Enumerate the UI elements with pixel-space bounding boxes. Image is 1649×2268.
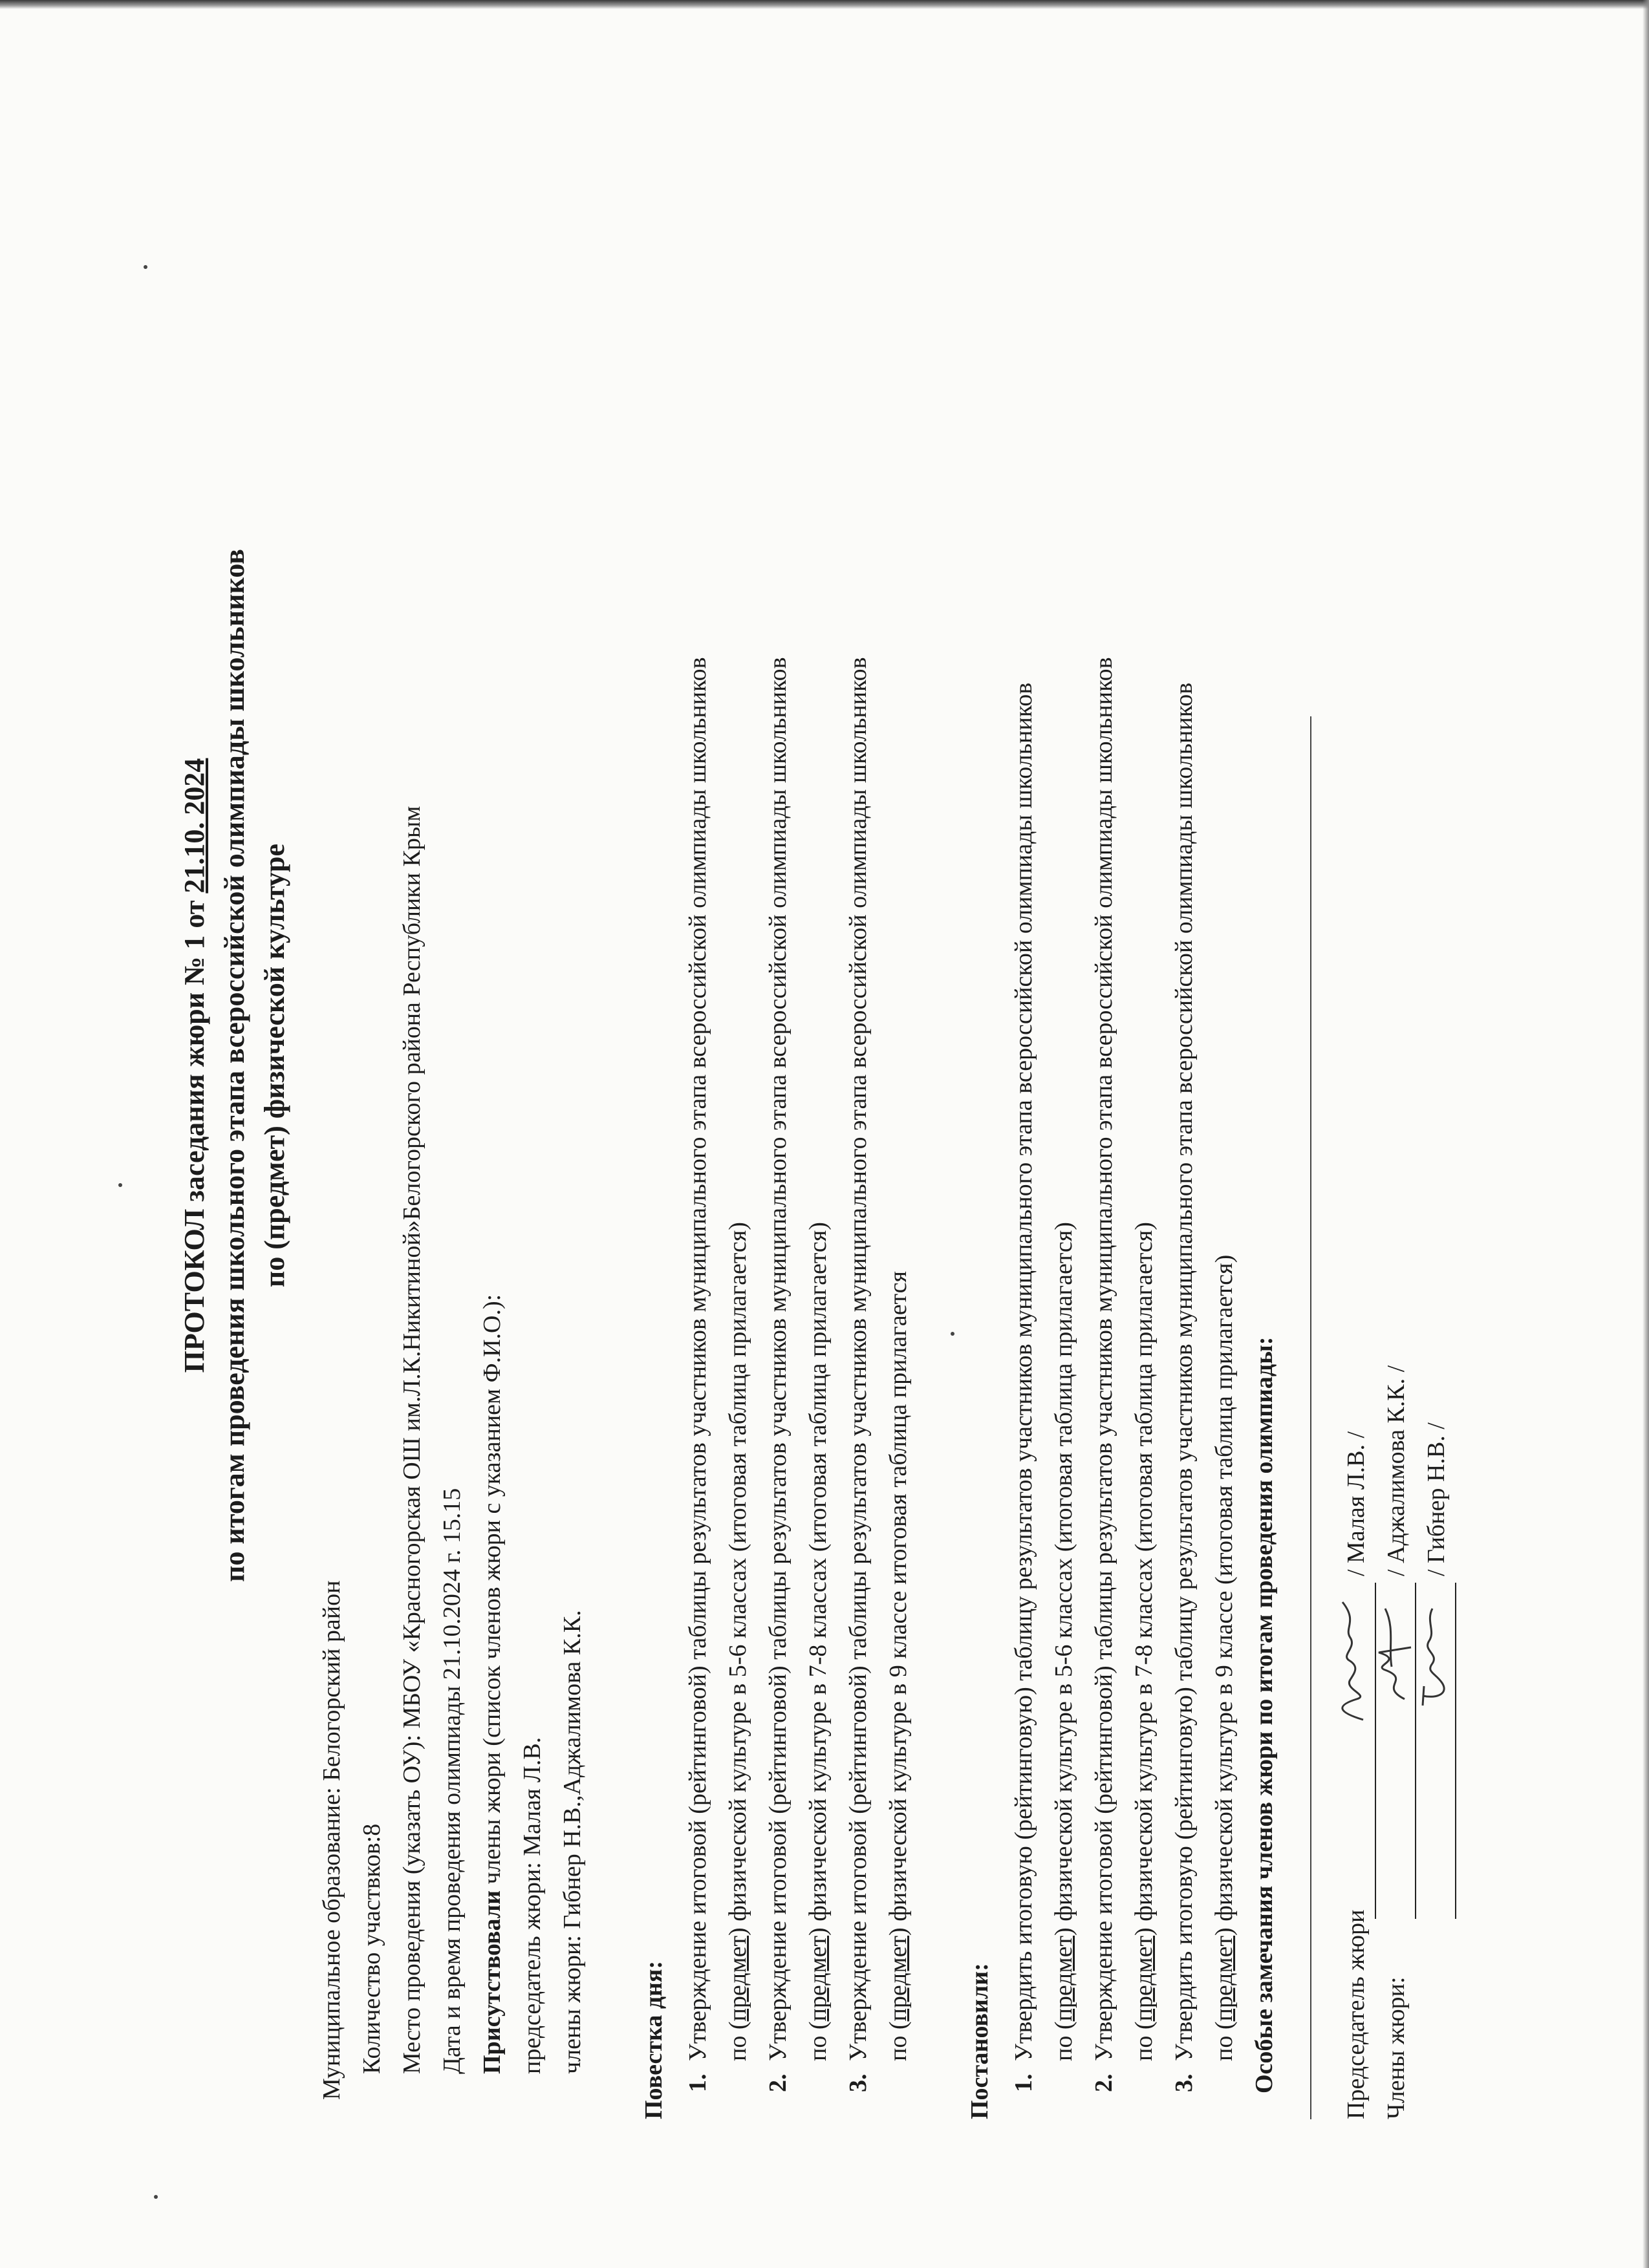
decision-item-pre: по ( [1130,2021,1158,2061]
chair-line: председатель жюри: Малая Л.В. [519,1737,546,2074]
title-prefix: ПРОТОКОЛ заседания жюри № 1 от [178,900,210,1373]
decision-item-post: ) физической культуре в 5-6 классах (итоговая таблица прилагается) [1050,1222,1077,1936]
protocol-document [175,180,1456,2119]
decision-item-pre: по ( [1050,2021,1077,2061]
remarks-heading: Особые замечания членов жюри по итогам проведения олимпиады: [1251,1336,1278,2093]
signature-block [1336,180,1456,2119]
signature-name: / Гибнер Н.В. / [1423,1422,1450,1576]
decision-section [960,180,1284,2119]
agenda-list [678,180,918,2119]
agenda-item [758,180,838,2068]
decision-item-text: Утвердить итоговую (рейтинговую) таблицу результатов участников муниципального этапа всероссийской олимпиады школьников [1010,682,1037,2061]
decision-item-pre: по ( [1211,2021,1238,2061]
agenda-section [634,180,918,2119]
decision-item-text: Утверждение итоговой (рейтинговой) таблицы результатов участников муниципального этапа всероссийской олимпиады школьников [1090,657,1117,2061]
decision-item-post: ) физической культуре в 9 классе (итоговая таблица прилагается) [1211,1254,1238,1936]
decision-item [1164,180,1244,2068]
title-date: 21.10. 2024 [178,758,210,893]
agenda-item-post: ) физической культуре в 7-8 классах (итоговая таблица прилагается) [804,1222,832,1936]
agenda-item-text: Утверждение итоговой (рейтинговой) таблицы результатов участников муниципального этапа всероссийской олимпиады школьников [684,657,711,2061]
signature-row [1376,180,1416,2119]
member-signature [1410,1602,1455,1712]
agenda-item [838,180,918,2068]
members-signature-label: Члены жюри: [1383,1976,1410,2119]
present-label: Присутствовали [479,1890,506,2074]
agenda-item-subject: предмет [724,1935,751,2022]
present-text: члены жюри (список членов жюри с указанием Ф.И.О.): [479,1294,506,1890]
protocol-subtitle-2: по (предмет) физической культуре [259,843,290,1288]
participants-line: Количество участвков:8 [358,1823,385,2074]
protocol-subtitle-1: по итогам проведения школьного этапа всероссийской олимпиады школьников [219,549,250,1582]
decision-item [1004,180,1084,2068]
decision-item-subject: предмет [1211,1935,1238,2022]
agenda-item [678,180,758,2068]
datetime-line: Дата и время проведения олимпиады 21.10.2024 г. 15.15 [438,1488,466,2074]
decision-item-subject: предмет [1050,1935,1077,2022]
agenda-item-pre: по ( [724,2021,751,2061]
present-line [472,180,512,2113]
chair-signature-label: Председатель жюри [1342,1909,1370,2119]
signature-line [1425,1583,1456,1919]
agenda-item-pre: по ( [804,2021,832,2061]
decision-item-subject: предмет [1130,1935,1158,2022]
agenda-item-text: Утверждение итоговой (рейтинговой) таблицы результатов участников муниципального этапа всероссийской олимпиады школьников [845,657,872,2061]
meta-block [312,180,592,2119]
agenda-item-post: ) физической культуре в 5-6 классах (итоговая таблица прилагается) [724,1222,751,1936]
municipality-line: Муниципальное образование: Белогорский район [318,1580,345,2100]
agenda-item-pre: по ( [885,2021,912,2061]
decision-item-post: ) физической культуре в 7-8 классах (итоговая таблица прилагается) [1130,1222,1158,1936]
decision-item [1084,180,1164,2068]
agenda-item-text: Утверждение итоговой (рейтинговой) таблицы результатов участников муниципального этапа всероссийской олимпиады школьников [764,657,792,2061]
signature-row [1336,180,1376,2119]
signature-name: / Малая Л.В. / [1342,1431,1370,1576]
separator-rule [1310,716,1311,2119]
agenda-item-post: ) физической культуре в 9 классе итоговая таблица прилагается [885,1271,912,1936]
protocol-title [175,180,215,2119]
agenda-item-subject: предмет [804,1935,832,2022]
agenda-heading: Повестка дня: [640,1960,667,2119]
agenda-item-subject: предмет [885,1935,912,2022]
signature-name: / Аджалимова К.К. / [1383,1365,1410,1576]
decision-item-text: Утвердить итоговую (рейтинговую) таблицу результатов участников муниципального этапа всероссийской олимпиады школьников [1170,682,1198,2061]
signature-row [1416,180,1456,2119]
venue-line: Место проведения (указать ОУ): МБОУ «Красногорская ОШ им.Л.К.Никитиной»Белогорского района Республики Крым [398,806,426,2074]
members-line: члены жюри: Гибнер Н.В.,Аджалимова К.К. [559,1610,586,2074]
decision-list [1004,180,1244,2119]
decision-heading: Постановили: [966,1963,993,2119]
